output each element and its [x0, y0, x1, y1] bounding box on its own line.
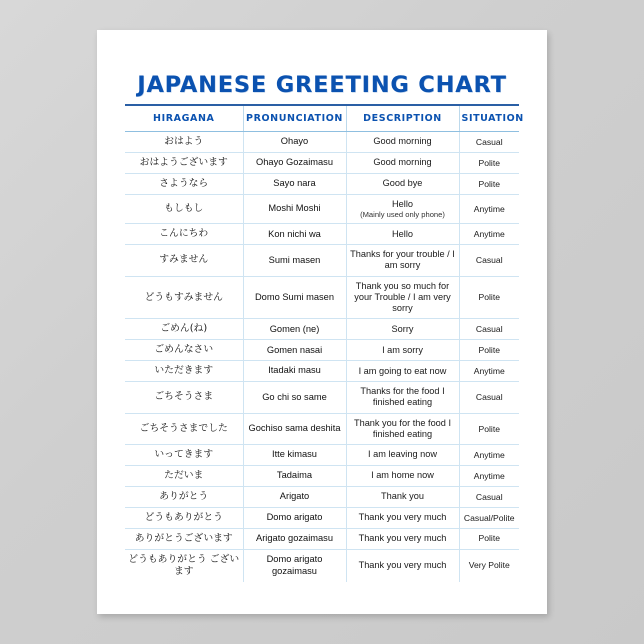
table-row — [125, 528, 519, 549]
cell-pronunciation: Domo arigato gozaimasu — [243, 549, 346, 581]
table-row — [125, 465, 519, 486]
cell-situation: Anytime — [459, 465, 519, 486]
table-row — [125, 445, 519, 466]
cell-pronunciation: Gomen nasai — [243, 340, 346, 361]
cell-description: Good morning — [346, 152, 459, 173]
cell-description: Thank you — [346, 486, 459, 507]
table-row — [125, 152, 519, 173]
cell-pronunciation: Sayo nara — [243, 173, 346, 194]
cell-pronunciation: Arigato — [243, 486, 346, 507]
cell-pronunciation: Kon nichi wa — [243, 224, 346, 245]
cell-hiragana: いただきます — [125, 361, 243, 382]
cell-hiragana: ただいま — [125, 465, 243, 486]
cell-situation: Polite — [459, 152, 519, 173]
cell-hiragana: すみません — [125, 245, 243, 276]
cell-description: I am home now — [346, 465, 459, 486]
cell-description: Thank you for the food I finished eating — [346, 413, 459, 444]
cell-description: Good morning — [346, 132, 459, 153]
cell-situation: Casual — [459, 382, 519, 413]
table-row — [125, 245, 519, 276]
cell-pronunciation: Arigato gozaimasu — [243, 528, 346, 549]
cell-description: Thanks for the food I finished eating — [346, 382, 459, 413]
cell-hiragana: さようなら — [125, 173, 243, 194]
cell-situation: Casual/Polite — [459, 507, 519, 528]
cell-hiragana: こんにちわ — [125, 224, 243, 245]
cell-hiragana: ごめん(ね) — [125, 319, 243, 340]
cell-hiragana: おはようございます — [125, 152, 243, 173]
table-row — [125, 382, 519, 413]
table-row — [125, 173, 519, 194]
table-row — [125, 132, 519, 153]
column-header-hiragana: HIRAGANA — [125, 106, 243, 132]
cell-pronunciation: Domo arigato — [243, 507, 346, 528]
cell-hiragana: もしもし — [125, 194, 243, 223]
cell-pronunciation: Domo Sumi masen — [243, 276, 346, 319]
cell-situation: Casual — [459, 486, 519, 507]
cell-situation: Casual — [459, 132, 519, 153]
cell-situation: Casual — [459, 319, 519, 340]
cell-pronunciation: Moshi Moshi — [243, 194, 346, 223]
table-row — [125, 224, 519, 245]
cell-description-main: Hello — [392, 198, 413, 209]
cell-situation: Very Polite — [459, 549, 519, 581]
cell-description-note: (Mainly used only phone) — [360, 210, 445, 220]
cell-situation: Anytime — [459, 194, 519, 223]
column-header-situation: SITUATION — [459, 106, 519, 132]
page-title: JAPANESE GREETING CHART — [137, 72, 507, 98]
column-header-pronunciation: PRONUNCIATION — [243, 106, 346, 132]
cell-pronunciation: Itadaki masu — [243, 361, 346, 382]
cell-description: Thank you very much — [346, 549, 459, 581]
table-row — [125, 194, 519, 223]
cell-situation: Polite — [459, 340, 519, 361]
column-header-description: DESCRIPTION — [346, 106, 459, 132]
table-row — [125, 549, 519, 581]
cell-description — [346, 194, 459, 223]
table-header-row — [125, 106, 519, 132]
table-row — [125, 319, 519, 340]
cell-description: Thank you very much — [346, 507, 459, 528]
table-row — [125, 486, 519, 507]
greeting-table — [125, 106, 524, 582]
chart-title-area — [125, 54, 519, 106]
cell-description: Thank you very much — [346, 528, 459, 549]
table-row — [125, 340, 519, 361]
table-row — [125, 413, 519, 444]
cell-pronunciation: Sumi masen — [243, 245, 346, 276]
table-row — [125, 361, 519, 382]
cell-pronunciation: Gochiso sama deshita — [243, 413, 346, 444]
cell-hiragana: どうもありがとう — [125, 507, 243, 528]
cell-description: I am going to eat now — [346, 361, 459, 382]
cell-situation: Anytime — [459, 445, 519, 466]
cell-pronunciation: Ohayo Gozaimasu — [243, 152, 346, 173]
table-row — [125, 507, 519, 528]
cell-description: Sorry — [346, 319, 459, 340]
cell-hiragana: どうもありがとう ございます — [128, 553, 240, 577]
cell-pronunciation: Itte kimasu — [243, 445, 346, 466]
cell-description: Thanks for your trouble / I am sorry — [346, 245, 459, 276]
greeting-chart — [117, 54, 527, 590]
table-row — [125, 276, 519, 319]
cell-hiragana: おはよう — [125, 132, 243, 153]
cell-description: I am leaving now — [346, 445, 459, 466]
cell-pronunciation: Go chi so same — [243, 382, 346, 413]
cell-situation: Polite — [459, 413, 519, 444]
cell-description: Hello — [346, 224, 459, 245]
cell-description: Good bye — [346, 173, 459, 194]
cell-situation: Anytime — [459, 224, 519, 245]
cell-situation: Polite — [459, 528, 519, 549]
cell-situation: Casual — [459, 245, 519, 276]
poster-image — [97, 30, 547, 614]
cell-situation: Polite — [459, 276, 519, 319]
cell-description: Thank you so much for your Trouble / I am very sorry — [346, 276, 459, 319]
cell-hiragana: ごちそうさま — [125, 382, 243, 413]
cell-hiragana: ありがとうございます — [125, 528, 243, 549]
cell-hiragana: ごめんなさい — [125, 340, 243, 361]
cell-pronunciation: Tadaima — [243, 465, 346, 486]
cell-hiragana: いってきます — [125, 445, 243, 466]
cell-hiragana: ごちそうさまでした — [125, 413, 243, 444]
cell-pronunciation: Gomen (ne) — [243, 319, 346, 340]
cell-situation: Polite — [459, 173, 519, 194]
cell-situation: Anytime — [459, 361, 519, 382]
cell-pronunciation: Ohayo — [243, 132, 346, 153]
table-header — [125, 106, 524, 132]
cell-hiragana: ありがとう — [125, 486, 243, 507]
cell-description: I am sorry — [346, 340, 459, 361]
table-body — [125, 132, 519, 582]
cell-hiragana: どうもすみません — [125, 276, 243, 319]
